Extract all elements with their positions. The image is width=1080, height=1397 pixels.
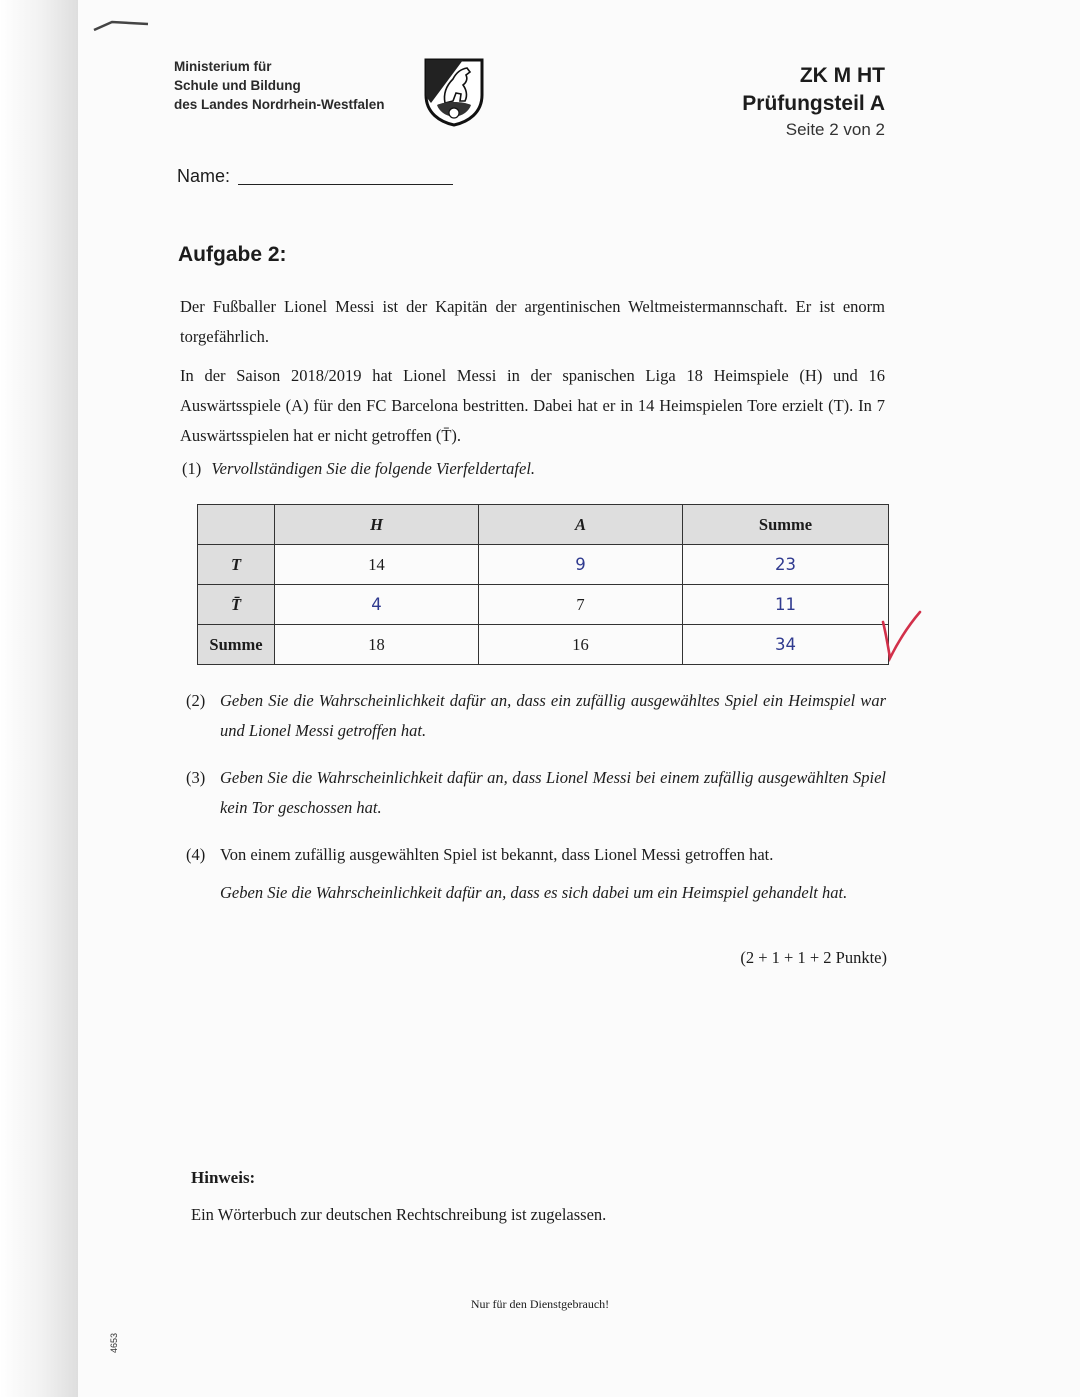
question-1 — [182, 459, 535, 479]
table-row — [198, 585, 889, 625]
question-3 — [186, 763, 886, 823]
question-4-number: (4) — [186, 845, 206, 864]
task-paragraph-2: In der Saison 2018/2019 hat Lionel Messi in der spanischen Liga 18 Heimspiele (H) und 16 Auswärtsspiele (A) für den FC Barcelona bestritten. Dabei hat er in 14 Heimspielen Tore erzielt (T). In 7 Auswärtsspielen hat er nicht getroffen (T̄). — [180, 366, 885, 445]
footer-note: Nur für den Dienstgebrauch! — [470, 1297, 610, 1311]
question-2-text: Geben Sie die Wahrscheinlichkeit dafür an, dass ein zufällig ausgewähltes Spiel ein Heimspiel war und Lionel Messi getroffen hat. — [220, 691, 886, 740]
row-label-sum: Summe — [198, 625, 275, 665]
ministry-line-1: Ministerium für — [174, 59, 272, 74]
table-header-a: A — [479, 505, 683, 545]
ministry-name — [174, 57, 385, 114]
table-corner-cell — [198, 505, 275, 545]
ministry-line-2: Schule und Bildung — [174, 78, 301, 93]
question-4 — [186, 840, 886, 870]
question-2 — [186, 686, 886, 746]
question-1-number: (1) — [182, 459, 202, 478]
checkmark-icon — [880, 606, 924, 664]
hint-title: Hinweis: — [191, 1168, 256, 1187]
table-row — [198, 625, 889, 665]
cell-sum-h: 18 — [275, 625, 479, 665]
row-label-t: T — [198, 545, 275, 585]
table-row — [198, 545, 889, 585]
name-field[interactable] — [238, 184, 453, 185]
table-header-sum: Summe — [683, 505, 889, 545]
exam-code: ZK M HT — [799, 64, 885, 87]
cell-not-t-a: 7 — [479, 585, 683, 625]
name-label: Name: — [177, 166, 231, 186]
question-4-text: Von einem zufällig ausgewählten Spiel ist bekannt, dass Lionel Messi getroffen hat. — [220, 845, 774, 864]
task-title: Aufgabe 2: — [178, 243, 287, 266]
cell-not-t-h-handwritten[interactable]: 4 — [275, 585, 479, 625]
staple-mark-icon — [92, 14, 152, 34]
scan-left-edge — [0, 0, 78, 1397]
question-2-number: (2) — [186, 691, 206, 710]
question-1-text: Vervollständigen Sie die folgende Vierfeldertafel. — [211, 459, 536, 478]
page-info: Seite 2 von 2 — [785, 120, 885, 139]
cell-total-handwritten[interactable]: 34 — [683, 625, 889, 665]
cell-sum-a: 16 — [479, 625, 683, 665]
exam-part: Prüfungsteil A — [742, 92, 885, 115]
question-4-task: Geben Sie die Wahrscheinlichkeit dafür an, dass es sich dabei um ein Heimspiel gehandelt hat. — [220, 883, 848, 902]
question-3-number: (3) — [186, 768, 206, 787]
question-3-text: Geben Sie die Wahrscheinlichkeit dafür an, dass Lionel Messi bei einem zufällig ausgewählten Spiel kein Tor geschossen hat. — [220, 768, 886, 817]
cell-t-a-handwritten[interactable]: 9 — [479, 545, 683, 585]
side-code: 4653 — [109, 1332, 120, 1354]
cell-t-h: 14 — [275, 545, 479, 585]
nrw-crest-icon — [423, 57, 485, 127]
points-summary: (2 + 1 + 1 + 2 Punkte) — [740, 948, 887, 967]
exam-header — [742, 62, 885, 142]
cell-not-t-sum-handwritten[interactable]: 11 — [683, 585, 889, 625]
table-header-h: H — [275, 505, 479, 545]
ministry-line-3: des Landes Nordrhein-Westfalen — [174, 97, 385, 112]
row-label-not-t: T̄ — [198, 585, 275, 625]
task-paragraph-1: Der Fußballer Lionel Messi ist der Kapitän der argentinischen Weltmeistermannschaft. Er ist enorm torgefährlich. — [180, 297, 885, 346]
contingency-table — [197, 504, 889, 665]
hint-text: Ein Wörterbuch zur deutschen Rechtschreibung ist zugelassen. — [191, 1205, 607, 1224]
cell-t-sum-handwritten[interactable]: 23 — [683, 545, 889, 585]
